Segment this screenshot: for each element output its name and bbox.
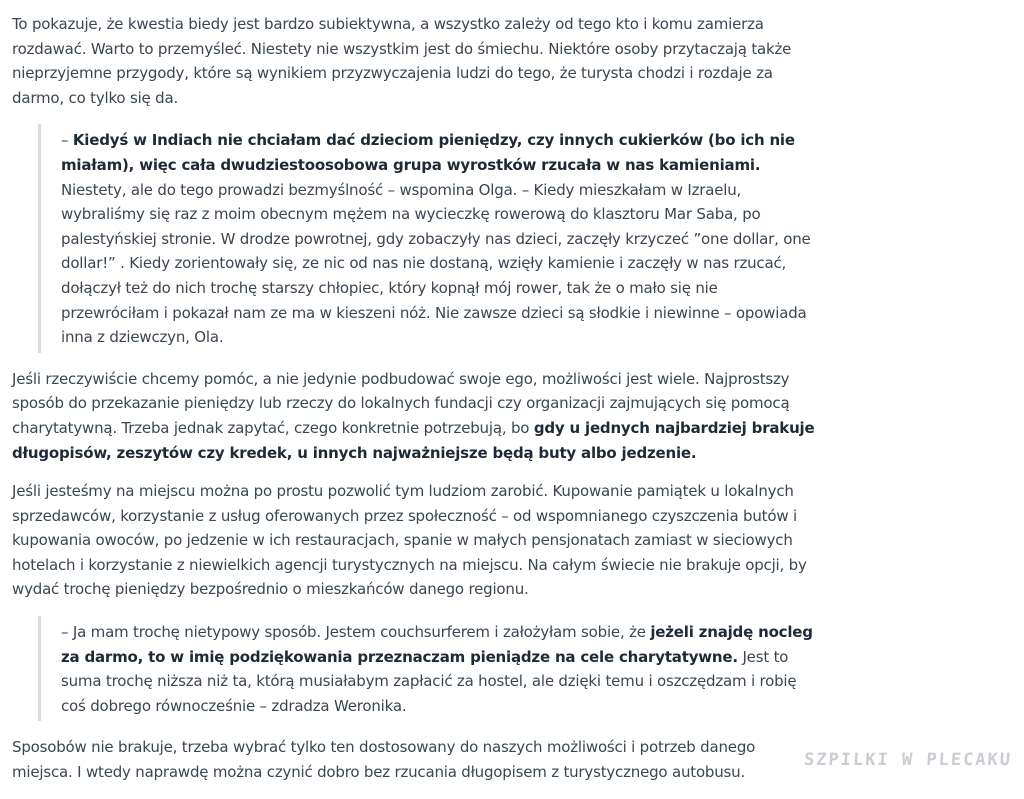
paragraph-help xyxy=(12,367,820,465)
paragraph-local xyxy=(12,479,820,602)
paragraph-local-text: Jeśli jesteśmy na miejscu można po prostu pozwolić tym ludziom zarobić. Kupowanie pamiątek u lokalnych sprzedawców, korzystanie z usług oferowanych przez społeczność – od wspomnianego czyszczenia butów i kupowania owoców, po jedzenie w ich restauracjach, spanie w małych pensjonatach zamiast w sieciowych hotelach i korzystanie z niewielkich agencji turystycznych na miejscu. Na całym świecie nie brakuje opcji, by wydać trochę pieniędzy bezpośrednio o mieszkańców danego regionu. xyxy=(12,482,807,599)
watermark-logo: SZPILKI W PLECAKU xyxy=(803,750,1013,770)
quote-olga-dash: – xyxy=(61,131,73,150)
quote-olga-bold: Kiedyś w Indiach nie chciałam dać dzieciom pieniędzy, czy innych cukierków (bo ich nie miałam), więc cała dwudziestoosobowa grupa wyrostków rzucała w nas kamieniami. xyxy=(61,131,795,174)
paragraph-conclusion-text: Sposobów nie brakuje, trzeba wybrać tylko ten dostosowany do naszych możliwości i potrzeb danego miejsca. I wtedy naprawdę można czynić dobro bez rzucania długopisem z turystycznego autobusu. xyxy=(12,738,756,782)
quote-olga-text xyxy=(61,128,820,349)
blockquote-olga xyxy=(38,124,820,352)
paragraph-intro-text: To pokazuje, że kwestia biedy jest bardzo subiektywna, a wszystko zależy od tego kto i komu zamierza rozdawać. Warto to przemyśleć. Niestety nie wszystkim jest do śmiechu. Niektóre osoby przytaczają także nieprzyjemne przygody, które są wynikiem przyzwyczajenia ludzi do tego, że turysta chodzi i rozdaje za darmo, co tylko się da. xyxy=(12,15,792,107)
paragraph-conclusion xyxy=(12,735,820,784)
paragraph-help-bold: gdy u jednych najbardziej brakuje długopisów, zeszytów czy kredek, u innych najważniejsze będą buty albo jedzenie. xyxy=(12,418,815,462)
blockquote-weronika xyxy=(38,616,820,721)
quote-weronika-text xyxy=(61,620,820,718)
quote-olga-rest: Niestety, ale do tego prowadzi bezmyślność – wspomina Olga. – Kiedy mieszkałam w Izraelu, wybraliśmy się raz z moim obecnym mężem na wycieczkę rowerową do klasztoru Mar Saba, po palestyńskiej stronie. W drodze powrotnej, gdy zobaczyły nas dzieci, zaczęły krzyczeć ”one dollar, one dollar!” . Kiedy zorientowały się, ze nic od nas nie dostaną, wzięły kamienie i zaczęły w nas rzucać, dołączył też do nich trochę starszy chłopiec, który kopnął mój rower, tak że o mało się nie przewróciłam i pokazał nam ze ma w kieszeni nóż. Nie zawsze dzieci są słodkie i niewinne – opowiada inna z dziewczyn, Ola. xyxy=(61,180,811,347)
article-body xyxy=(12,12,820,799)
quote-weronika-start: – Ja mam trochę nietypowy sposób. Jestem couchsurferem i założyłam sobie, że xyxy=(61,623,651,642)
quote-weronika-rest: Jest to suma trochę niższa niż ta, którą musiałabym zapłacić za hostel, ale dzięki temu i oszczędzam i robię coś dobrego równocześnie – zdradza Weronika. xyxy=(61,647,797,715)
paragraph-help-text: Jeśli rzeczywiście chcemy pomóc, a nie jedynie podbudować swoje ego, możliwości jest wiele. Najprostszy sposób do przekazanie pieniędzy lub rzeczy do lokalnych fundacji czy organizacji zajmujących się pomocą charytatywną. Trzeba jednak zapytać, czego konkretnie potrzebują, bo xyxy=(12,369,790,437)
quote-weronika-bold: jeżeli znajdę nocleg za darmo, to w imię podziękowania przeznaczam pieniądze na cele charytatywne. xyxy=(61,623,813,666)
paragraph-intro xyxy=(12,12,820,110)
